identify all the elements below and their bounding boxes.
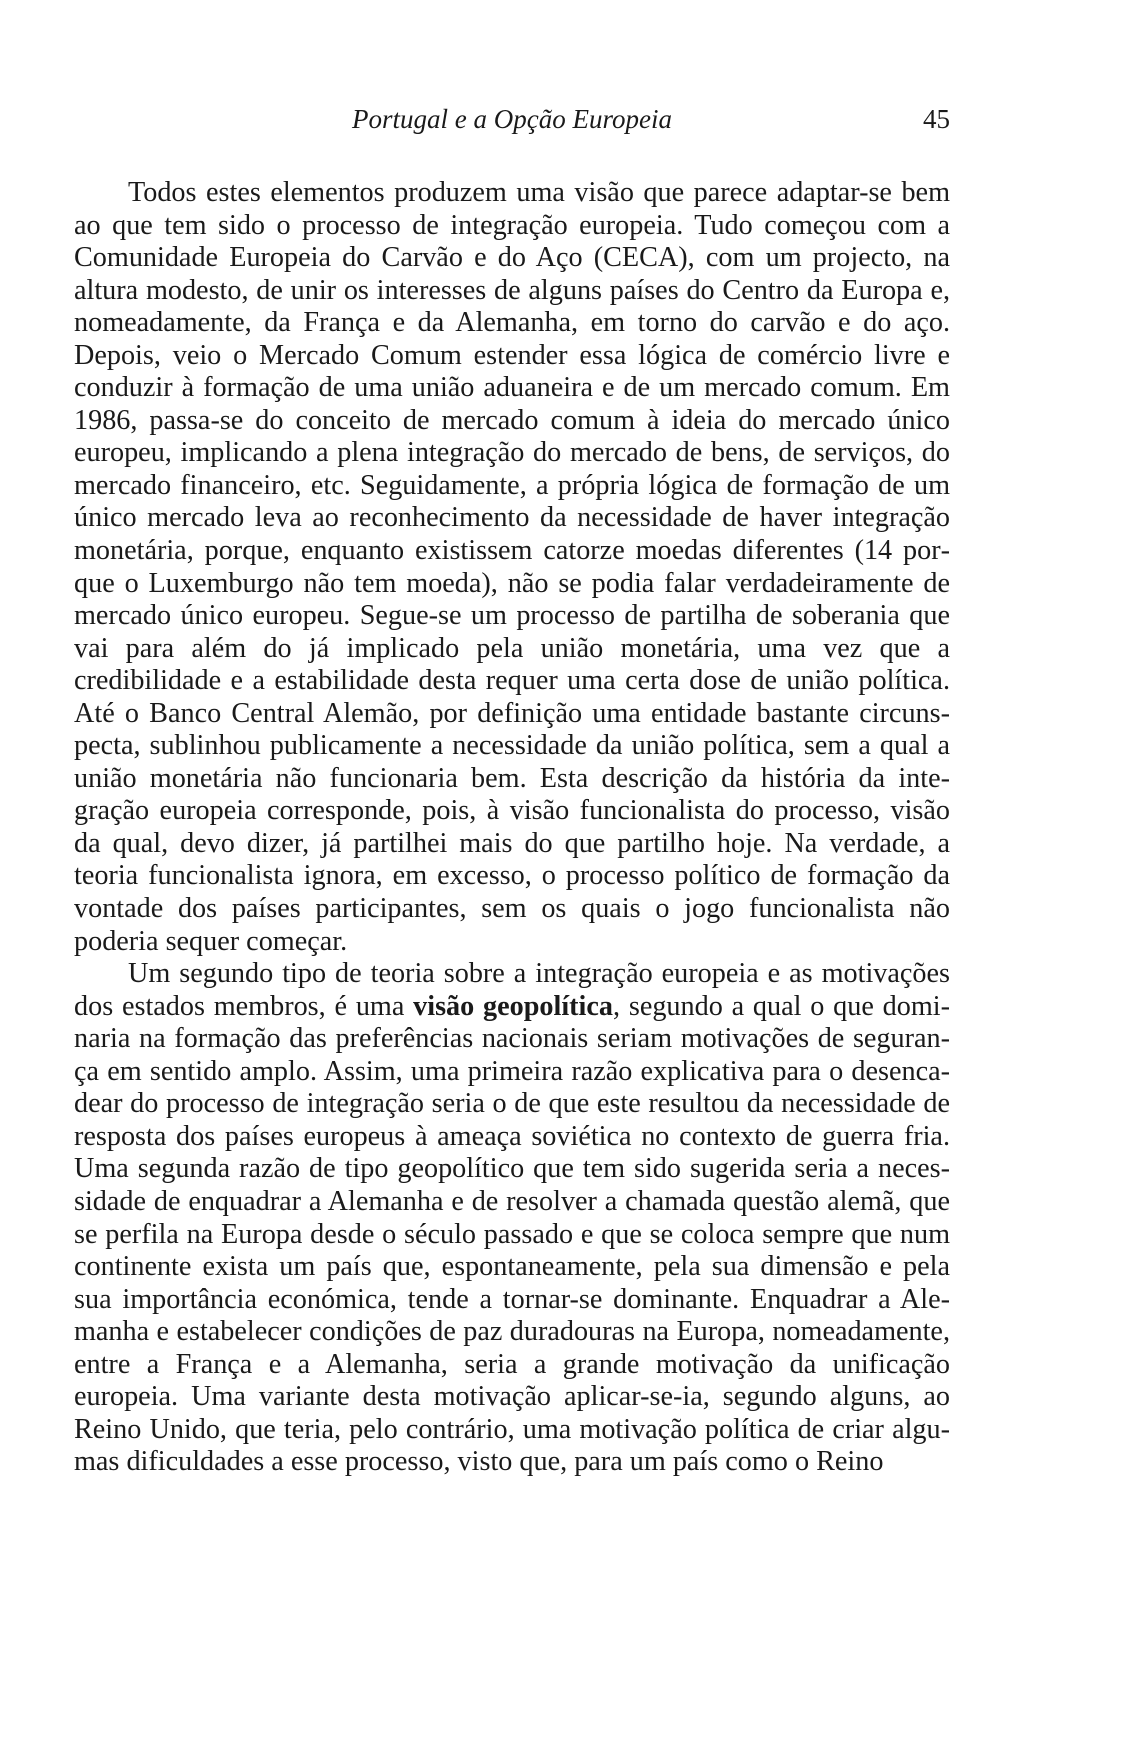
- paragraph-text: , segundo a qual o que dominaria na formação das preferências nacionais seriam motivações de segurança em sentido amplo. Assim, uma primeira razão explicativa para o desencadear do processo de integração seria o de que este resultou da necessidade de resposta dos países europeus à ameaça soviética no contexto de guerra fria. Uma segunda razão de tipo geopolítico que tem sido sugerida seria a necessidade de enquadrar a Alemanha e de resolver a chamada questão alemã, que se perfila na Europa desde o século passado e que se coloca sempre que num continente exista um país que, espontaneamente, pela sua dimensão e pela sua importância económica, tende a tornar-se dominante. Enquadrar a Alemanha e estabelecer condições de paz duradouras na Europa, nomeadamente, entre a França e a Alemanha, seria a grande motivação da unificação europeia. Uma variante desta motivação aplicar-se-ia, segundo alguns, ao Reino Unido, que teria, pelo contrário, uma motivação política de criar algumas dificuldades a esse processo, visto que, para um país como o Reino: [74, 990, 950, 1478]
- paragraph-text: Um segundo tipo de teoria sobre a integração europeia e as motivações dos estados membros, é uma: [74, 958, 950, 1022]
- running-title: Portugal e a Opção Europeia: [352, 104, 672, 134]
- body-text: [74, 177, 950, 1479]
- paragraph: Todos estes elementos produzem uma visão que parece adaptar-se bem ao que tem sido o processo de integração europeia. Tudo começou com a Comunidade Europeia do Carvão e do Aço (CECA), com um projecto, na altura modesto, de unir os interesses de alguns países do Centro da Europa e, nomeadamente, da França e da Alemanha, em torno do carvão e do aço. Depois, veio o Mercado Comum estender essa lógica de comércio livre e conduzir à formação de uma união aduaneira e de um mercado comum. Em 1986, passa-se do conceito de mercado comum à ideia do mercado único europeu, implicando a plena integração do mercado de bens, de serviços, do mercado financeiro, etc. Seguidamente, a própria lógica de formação de um único mercado leva ao reconhecimento da necessidade de haver integração monetária, porque, enquanto existissem catorze moedas diferentes (14 porque o Luxemburgo não tem moeda), não se podia falar verdadeiramente de mercado único europeu. Segue-se um processo de partilha de soberania que vai para além do já implicado pela união monetária, uma vez que a credibilidade e a estabilidade desta requer uma certa dose de união política. Até o Banco Central Alemão, por definição uma entidade bastante circunspecta, sublinhou publicamente a necessidade da união política, sem a qual a união monetária não funcionaria bem. Esta descrição da história da integração europeia corresponde, pois, à visão funcionalista do processo, visão da qual, devo dizer, já partilhei mais do que partilho hoje. Na verdade, a teoria funcionalista ignora, em excesso, o processo político de formação da vontade dos países participantes, sem os quais o jogo funcionalista não poderia sequer começar.: [74, 177, 950, 957]
- page-number: 45: [923, 104, 950, 134]
- bold-term: visão geopolítica: [413, 990, 613, 1022]
- paragraph: [74, 958, 950, 1479]
- running-header: [74, 102, 950, 136]
